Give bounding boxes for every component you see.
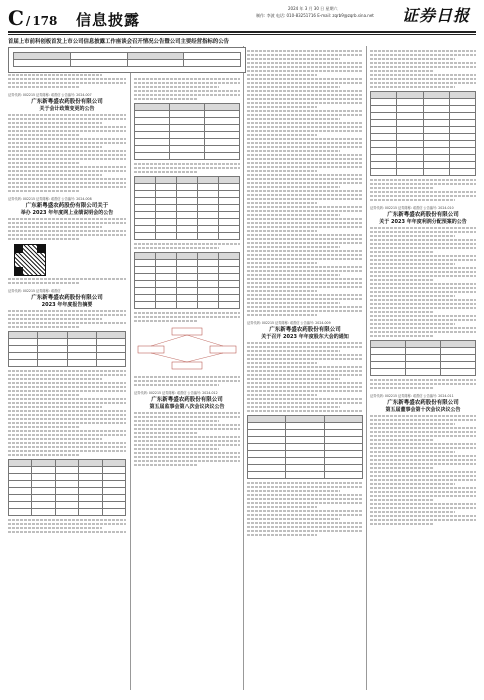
notice-board-resolution: [370, 393, 476, 413]
summary-table: [8, 331, 126, 367]
masthead-subrule: [8, 34, 476, 35]
page-number-value: 178: [32, 14, 58, 28]
banner-box: [8, 47, 246, 73]
notice-accounting-policy: [8, 92, 126, 112]
voting-table: [370, 91, 476, 176]
stock-line: 证券代码: 002215 证券简称: 诺普信 公告编号: 2024-011: [370, 394, 454, 398]
proposal-table: [247, 415, 363, 479]
company-name: 广东新粤盛农药股份有限公司关于: [25, 203, 109, 209]
notice-annual-report-summary: [8, 288, 126, 308]
data-table: [134, 176, 240, 240]
qr-code: [14, 244, 46, 276]
page-letter: C: [8, 6, 24, 30]
stock-line: 证券代码: 002215 证券简称: 诺普信 公告编号: 2024-008: [8, 197, 92, 201]
notice-title: 关于 2023 年年度利润分配预案的公告: [379, 219, 467, 225]
section-title: 信息披露: [76, 11, 141, 29]
date-line: 2024 年 3 月 30 日 星期六: [288, 6, 338, 11]
financial-table: [8, 459, 126, 516]
notice-title: 关于会计政策变更的公告: [39, 106, 95, 112]
data-table: [134, 103, 240, 160]
company-name: 广东新粤盛农药股份有限公司: [151, 397, 223, 403]
company-name: 广东新粤盛农药股份有限公司: [387, 212, 459, 218]
column-1: [8, 48, 126, 692]
column-divider: [130, 46, 131, 690]
ownership-structure-diagram: [134, 326, 240, 372]
column-2: [134, 76, 240, 692]
column-divider: [243, 46, 244, 690]
company-name: 广东新粤盛农药股份有限公司: [269, 327, 341, 333]
page-number: C / 178: [8, 6, 58, 30]
data-table: [134, 252, 240, 309]
stock-line: 证券代码: 002215 证券简称: 诺普信: [8, 289, 61, 293]
notice-title: 关于召开 2023 年年度股东大会的通知: [261, 334, 349, 340]
company-name: 广东新粤盛农药股份有限公司: [31, 295, 103, 301]
masthead: [0, 0, 484, 34]
stock-line: 证券代码: 002215 证券简称: 诺普信 公告编号: 2024-010: [370, 206, 454, 210]
company-name: 广东新粤盛农药股份有限公司: [31, 99, 103, 105]
stock-line: 证券代码: 002215 证券简称: 诺普信 公告编号: 2024-007: [8, 93, 92, 97]
banner-headline: 首届上市前科创板首发上市公司信息披露工作座谈会召开情况公告暨公司主要经营指标的公告: [8, 39, 230, 45]
notice-earnings-call: [8, 196, 126, 216]
notice-supervisory-board: [134, 390, 240, 410]
notice-title: 2023 年年度报告摘要: [41, 302, 93, 308]
notice-shareholders-meeting: [247, 320, 363, 340]
banner-table: [13, 52, 241, 67]
stock-line: 证券代码: 002215 证券简称: 诺普信 公告编号: 2024-009: [247, 321, 331, 325]
notice-title: 第五届监事会第八次会议决议公告: [149, 404, 225, 410]
notice-title: 第五届董事会第十次会议决议公告: [385, 407, 461, 413]
column-divider: [366, 46, 367, 690]
proposal-table: [370, 340, 476, 376]
column-4: [370, 48, 476, 692]
column-3: [247, 48, 363, 692]
stock-line: 证券代码: 002215 证券简称: 诺普信 公告编号: 2024-012: [134, 391, 218, 395]
contact-line: 制作: 李波 电话: 010-83251716 E-mail: zqrb9@zqrb.sina.net: [256, 13, 374, 18]
notice-profit-distribution: [370, 205, 476, 225]
newspaper-logo: 证券日报: [402, 6, 471, 25]
company-name: 广东新粤盛农药股份有限公司: [387, 400, 459, 406]
notice-title: 举办 2023 年年度网上业绩说明会的公告: [20, 210, 114, 216]
masthead-rule: [8, 31, 476, 33]
